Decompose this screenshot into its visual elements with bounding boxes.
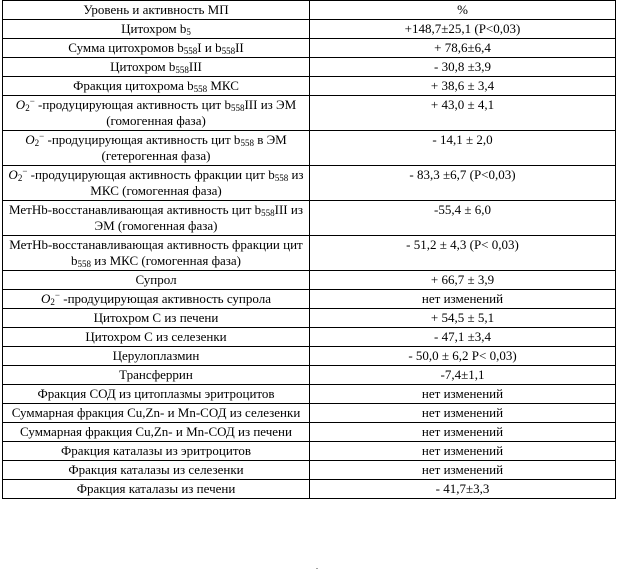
superscript: − (22, 166, 28, 176)
row-label (3, 20, 310, 39)
label-text: -продуцирующая активность фракции цит b (27, 167, 275, 182)
label-text: II (235, 40, 244, 55)
row-label (3, 271, 310, 290)
table-row (3, 385, 616, 404)
label-text: I и b (197, 40, 222, 55)
subscript: 558 (221, 46, 236, 56)
table-row (3, 39, 616, 58)
subscript: 2 (25, 103, 30, 113)
row-value: - 41,7±3,3 (310, 480, 616, 499)
label-text: МетHb-восстанавливающая активность фракции цит b (9, 237, 303, 268)
subscript: 558 (77, 259, 91, 269)
table-row (3, 366, 616, 385)
table-row (3, 347, 616, 366)
subscript: 558 (240, 138, 254, 148)
superscript: − (39, 131, 45, 141)
table-row (3, 442, 616, 461)
row-value: - 51,2 ± 4,3 (P< 0,03) (310, 236, 616, 271)
table-row (3, 271, 616, 290)
row-value: - 50,0 ± 6,2 P< 0,03) (310, 347, 616, 366)
o2-symbol: O (8, 167, 18, 182)
row-label (3, 404, 310, 423)
row-label (3, 58, 310, 77)
table-row (3, 131, 616, 166)
label-text: в ЭМ (гетерогенная фаза) (101, 132, 287, 163)
label-text: Суммарная фракция Cu,Zn- и Mn-СОД из селезенки (11, 405, 301, 420)
table-row (3, 166, 616, 201)
row-value: + 54,5 ± 5,1 (310, 309, 616, 328)
table-row (3, 77, 616, 96)
row-value: - 30,8 ±3,9 (310, 58, 616, 77)
label-text: III (188, 59, 202, 74)
superscript: − (54, 290, 60, 300)
header-percent: % (310, 1, 616, 20)
table-row (3, 201, 616, 236)
label-text: III из ЭМ (гомогенная фаза) (94, 202, 303, 233)
subscript: 558 (230, 103, 245, 113)
label-text: МетHb-восстанавливающая активность цит b (9, 202, 262, 217)
row-label (3, 461, 310, 480)
label-text: из МКС (гомогенная фаза) (90, 253, 241, 268)
row-label (3, 77, 310, 96)
row-label (3, 201, 310, 236)
label-text: МКС (207, 78, 239, 93)
table-row (3, 404, 616, 423)
row-label (3, 309, 310, 328)
label-text: Фракция СОД из цитоплазмы эритроцитов (37, 386, 275, 401)
row-label (3, 423, 310, 442)
table-row (3, 480, 616, 499)
row-label (3, 96, 310, 131)
subscript: 2 (34, 138, 40, 148)
row-value: - 83,3 ±6,7 (P<0,03) (310, 166, 616, 201)
table-body (3, 20, 616, 499)
label-text: Цитохром С из печени (93, 310, 219, 325)
row-label (3, 131, 310, 166)
label-text: Фракция каталазы из печени (76, 481, 236, 496)
label-text: из МКС (гомогенная фаза) (90, 167, 304, 198)
label-text: III из ЭМ (гомогенная фаза) (106, 97, 297, 128)
table-row (3, 461, 616, 480)
label-text: Церулоплазмин (112, 348, 200, 363)
o2-symbol: O (15, 97, 26, 112)
subscript: 5 (186, 27, 191, 37)
subscript: 558 (183, 46, 198, 56)
row-value: + 66,7 ± 3,9 (310, 271, 616, 290)
o2-symbol: O (25, 132, 35, 147)
label-text: Цитохром С из селезенки (85, 329, 227, 344)
label-text: -продуцирующая активность цит b (34, 97, 231, 112)
label-text: Суммарная фракция Cu,Zn- и Mn-СОД из печени (20, 424, 292, 439)
row-value: - 47,1 ±3,4 (310, 328, 616, 347)
table-row (3, 236, 616, 271)
table-row (3, 309, 616, 328)
row-label (3, 290, 310, 309)
label-text: Сумма цитохромов b (68, 40, 184, 55)
row-value: + 38,6 ± 3,4 (310, 77, 616, 96)
table-row (3, 96, 616, 131)
subscript: 558 (274, 173, 289, 183)
subscript: 558 (193, 84, 208, 94)
row-value: нет изменений (310, 423, 616, 442)
row-value: нет изменений (310, 385, 616, 404)
label-text: Фракция каталазы из эритроцитов (61, 443, 251, 458)
header-level: Уровень и активность МП (3, 1, 310, 20)
header-row (3, 1, 616, 20)
o2-symbol: O (41, 291, 51, 306)
row-label (3, 385, 310, 404)
label-text: Цитохром b (121, 21, 187, 36)
row-value: нет изменений (310, 290, 616, 309)
row-value: нет изменений (310, 461, 616, 480)
footer-mark: . (316, 562, 318, 571)
label-text: -продуцирующая активность цит b (44, 132, 241, 147)
subscript: 2 (17, 173, 23, 183)
row-label (3, 328, 310, 347)
row-label (3, 39, 310, 58)
row-label (3, 347, 310, 366)
row-value: - 14,1 ± 2,0 (310, 131, 616, 166)
table-row (3, 20, 616, 39)
row-value: +148,7±25,1 (P<0,03) (310, 20, 616, 39)
row-value: -7,4±1,1 (310, 366, 616, 385)
label-text: -продуцирующая активность супрола (59, 291, 271, 306)
row-value: -55,4 ± 6,0 (310, 201, 616, 236)
table-row (3, 423, 616, 442)
label-text: Фракция каталазы из селезенки (68, 462, 244, 477)
subscript: 558 (261, 208, 275, 218)
table-row (3, 290, 616, 309)
subscript: 2 (50, 297, 55, 307)
superscript: − (29, 96, 35, 106)
table-row (3, 328, 616, 347)
label-text: Фракция цитохрома b (73, 78, 194, 93)
row-label (3, 480, 310, 499)
row-label (3, 366, 310, 385)
label-text: Трансферрин (119, 367, 193, 382)
row-value: + 78,6±6,4 (310, 39, 616, 58)
row-label (3, 166, 310, 201)
row-label (3, 442, 310, 461)
label-text: Супрол (135, 272, 177, 287)
row-label (3, 236, 310, 271)
label-text: Цитохром b (110, 59, 176, 74)
row-value: + 43,0 ± 4,1 (310, 96, 616, 131)
subscript: 558 (175, 65, 189, 75)
row-value: нет изменений (310, 404, 616, 423)
results-table (2, 0, 616, 499)
table-row (3, 58, 616, 77)
row-value: нет изменений (310, 442, 616, 461)
